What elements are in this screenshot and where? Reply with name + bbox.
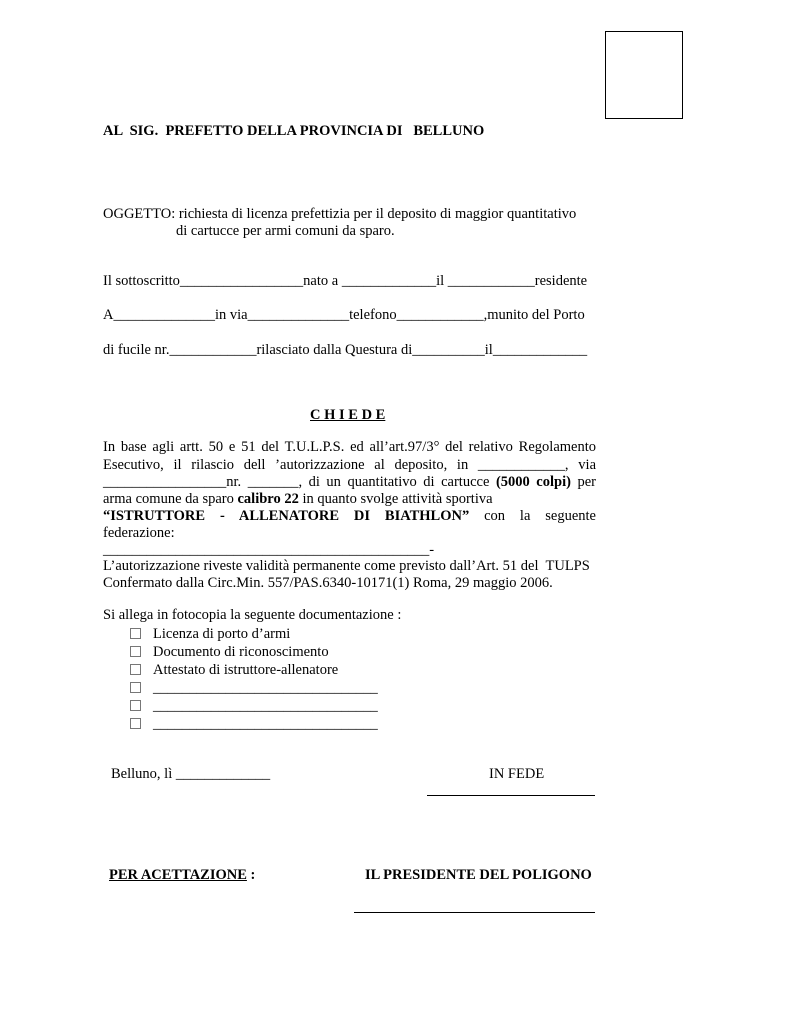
validity-line-1: L’autorizzazione riveste validità permanente come previsto dall’Art. 51 del TULPS — [103, 558, 590, 574]
president-label: IL PRESIDENTE DEL POLIGONO — [365, 867, 592, 883]
body-line-1: In base agli artt. 50 e 51 del T.U.L.P.S. ed all’art.97/3° del relativo Regolamento — [103, 439, 596, 455]
applicant-line-2: A______________in via______________telefono____________,munito del Porto — [103, 307, 585, 323]
attachment-item-5: _______________________________ — [153, 698, 378, 714]
subject-line-1: OGGETTO: richiesta di licenza prefettizia per il deposito di maggior quantitativo — [103, 206, 577, 222]
attachment-item-6: _______________________________ — [153, 716, 378, 732]
attachment-item-1: Licenza di porto d’armi — [153, 626, 291, 642]
attachment-item-3: Attestato di istruttore-allenatore — [153, 662, 339, 678]
checkbox-4[interactable] — [130, 679, 142, 691]
applicant-signature-line — [427, 795, 595, 796]
addressee: AL SIG. PREFETTO DELLA PROVINCIA DI BELLUNO — [103, 123, 485, 139]
body-line-3: _________________nr. _______, di un quantitativo di cartucce (5000 colpi) per — [103, 474, 597, 490]
acceptance-label: PER ACETTAZIONE : — [109, 867, 256, 883]
checkbox-2[interactable] — [130, 643, 142, 655]
federation-blank: _____________________________________________- — [103, 542, 435, 558]
body-line-4: arma comune da sparo calibro 22 in quanto svolge attività sportiva — [103, 491, 493, 507]
place-date: Belluno, lì _____________ — [111, 766, 271, 782]
president-signature-line — [354, 912, 595, 913]
checkbox-6[interactable] — [130, 715, 142, 727]
body-line-6: federazione: — [103, 525, 175, 541]
attachment-item-4: _______________________________ — [153, 680, 378, 696]
subject-line-2: di cartucce per armi comuni da sparo. — [176, 223, 395, 239]
attachment-item-2: Documento di riconoscimento — [153, 644, 329, 660]
request-heading: C H I E D E — [310, 407, 386, 423]
checkbox-3[interactable] — [130, 661, 142, 673]
validity-line-2: Confermato dalla Circ.Min. 557/PAS.6340-10171(1) Roma, 29 maggio 2006. — [103, 575, 553, 591]
applicant-line-1: Il sottoscritto_________________nato a _____________il ____________residente — [103, 273, 588, 289]
body-line-2: Esecutivo, il rilascio dell ’autorizzazione al deposito, in ____________, via — [103, 457, 596, 473]
checkbox-5[interactable] — [130, 697, 142, 709]
revenue-stamp-box — [605, 31, 683, 119]
applicant-line-3: di fucile nr.____________rilasciato dalla Questura di__________il_____________ — [103, 342, 588, 358]
attachments-intro: Si allega in fotocopia la seguente documentazione : — [103, 607, 402, 623]
checkbox-1[interactable] — [130, 625, 142, 637]
body-line-5: “ISTRUTTORE - ALLENATORE DI BIATHLON” con la seguente — [103, 508, 596, 524]
in-fede-label: IN FEDE — [489, 766, 545, 782]
